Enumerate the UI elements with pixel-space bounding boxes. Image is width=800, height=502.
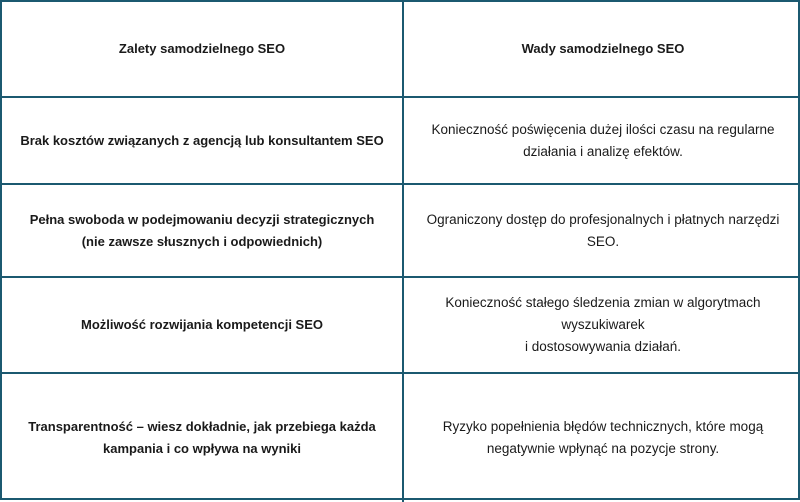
header-pros: Zalety samodzielnego SEO — [2, 2, 404, 98]
con-cell-2: Ograniczony dostęp do profesjonalnych i płatnych narzędzi SEO. — [404, 185, 800, 278]
pro-cell-2: Pełna swoboda w podejmowaniu decyzji strategicznych (nie zawsze słusznych i odpowiednich) — [2, 185, 404, 278]
con-cell-3-line2: i dostosowywania działań. — [524, 339, 682, 354]
pro-cell-4: Transparentność – wiesz dokładnie, jak przebiega każda kampania i co wpływa na wyniki — [2, 374, 404, 502]
con-cell-3-line1: Konieczność stałego śledzenia zmian w algorytmach wyszukiwarek — [445, 295, 761, 332]
con-cell-1: Konieczność poświęcenia dużej ilości czasu na regularne działania i analizę efektów. — [404, 98, 800, 185]
pro-cell-1: Brak kosztów związanych z agencją lub konsultantem SEO — [2, 98, 404, 185]
con-cell-3 — [404, 278, 800, 374]
con-cell-3-text — [422, 292, 784, 358]
pro-cell-3: Możliwość rozwijania kompetencji SEO — [2, 278, 404, 374]
header-cons: Wady samodzielnego SEO — [404, 2, 800, 98]
con-cell-4: Ryzyko popełnienia błędów technicznych, które mogą negatywnie wpłynąć na pozycje strony. — [442, 419, 764, 456]
